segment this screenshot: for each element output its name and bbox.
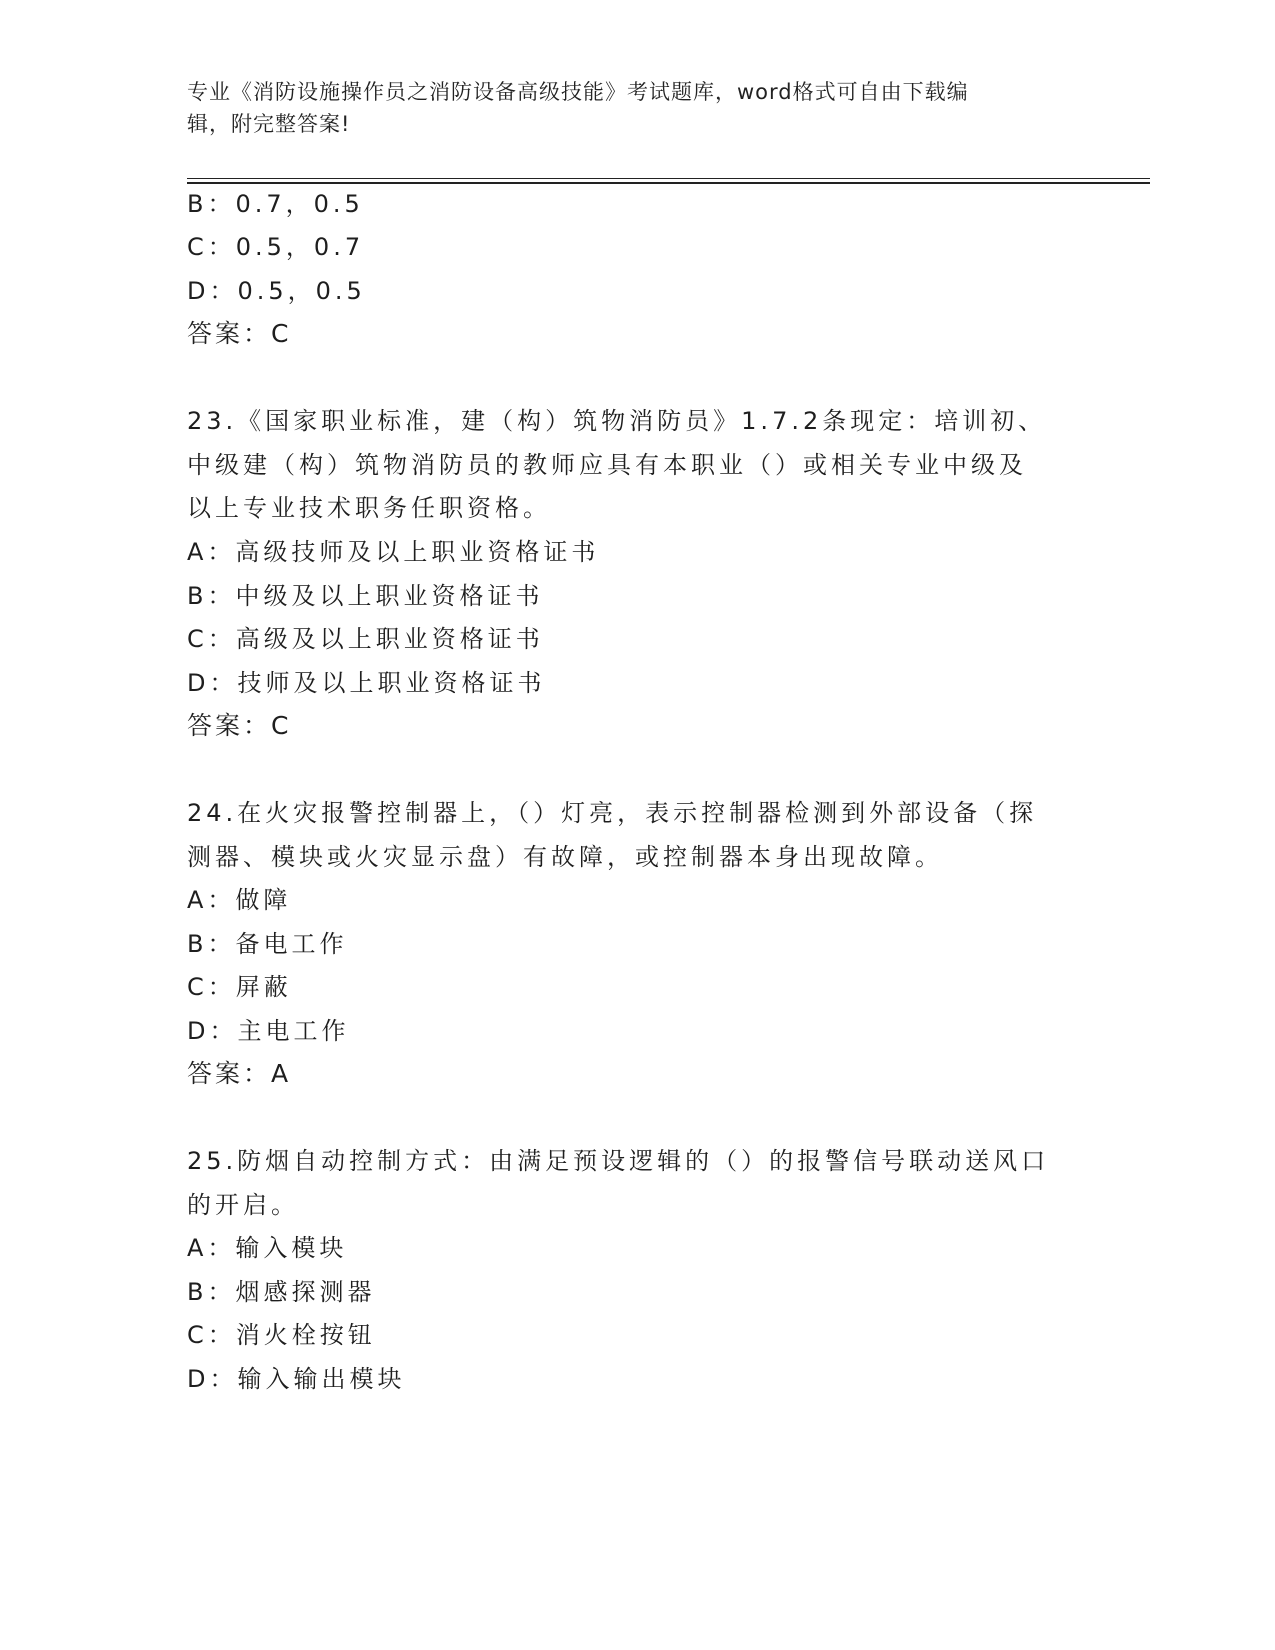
q24-option-d: D：主电工作 — [187, 1017, 350, 1045]
q22-option-b: B：0.7，0.5 — [187, 190, 364, 218]
q25-option-b: B：烟感探测器 — [187, 1278, 376, 1306]
header-divider-thick — [187, 182, 1150, 184]
q25-option-c: C：消火栓按钮 — [187, 1321, 376, 1349]
q23-answer: 答案：C — [187, 711, 292, 740]
q25-stem-line-2: 的开启。 — [187, 1191, 299, 1219]
q23-stem-line-3: 以上专业技术职务任职资格。 — [187, 494, 551, 522]
q23-option-a: A：高级技师及以上职业资格证书 — [187, 538, 600, 566]
q23-option-b: B：中级及以上职业资格证书 — [187, 582, 544, 610]
q24-stem-line-2: 测器、模块或火灾显示盘）有故障，或控制器本身出现故障。 — [187, 843, 943, 871]
q22-option-d: D：0.5，0.5 — [187, 277, 366, 305]
q24-stem-line-1: 24.在火灾报警控制器上，（）灯亮，表示控制器检测到外部设备（探 — [187, 799, 1038, 827]
q24-option-b: B：备电工作 — [187, 930, 348, 958]
header-divider-thin — [187, 178, 1150, 179]
q24-answer: 答案：A — [187, 1059, 292, 1088]
q22-answer: 答案：C — [187, 319, 292, 348]
page-header — [187, 76, 1067, 140]
q24-option-a: A：做障 — [187, 886, 292, 914]
q23-option-c: C：高级及以上职业资格证书 — [187, 625, 544, 653]
q23-stem-line-2: 中级建（构）筑物消防员的教师应具有本职业（）或相关专业中级及 — [187, 451, 1027, 479]
q25-stem-line-1: 25.防烟自动控制方式：由满足预设逻辑的（）的报警信号联动送风口 — [187, 1147, 1050, 1175]
q25-option-a: A：输入模块 — [187, 1234, 348, 1262]
q24-option-c: C：屏蔽 — [187, 973, 292, 1001]
header-line-1: 专业《消防设施操作员之消防设备高级技能》考试题库，word格式可自由下载编 — [187, 80, 969, 104]
q23-stem-line-1: 23.《国家职业标准，建（构）筑物消防员》1.7.2条现定：培训初、 — [187, 407, 1047, 435]
q23-option-d: D：技师及以上职业资格证书 — [187, 669, 546, 697]
q25-option-d: D：输入输出模块 — [187, 1365, 406, 1393]
header-line-2: 辑，附完整答案! — [187, 112, 351, 136]
q22-option-c: C：0.5，0.7 — [187, 233, 365, 261]
